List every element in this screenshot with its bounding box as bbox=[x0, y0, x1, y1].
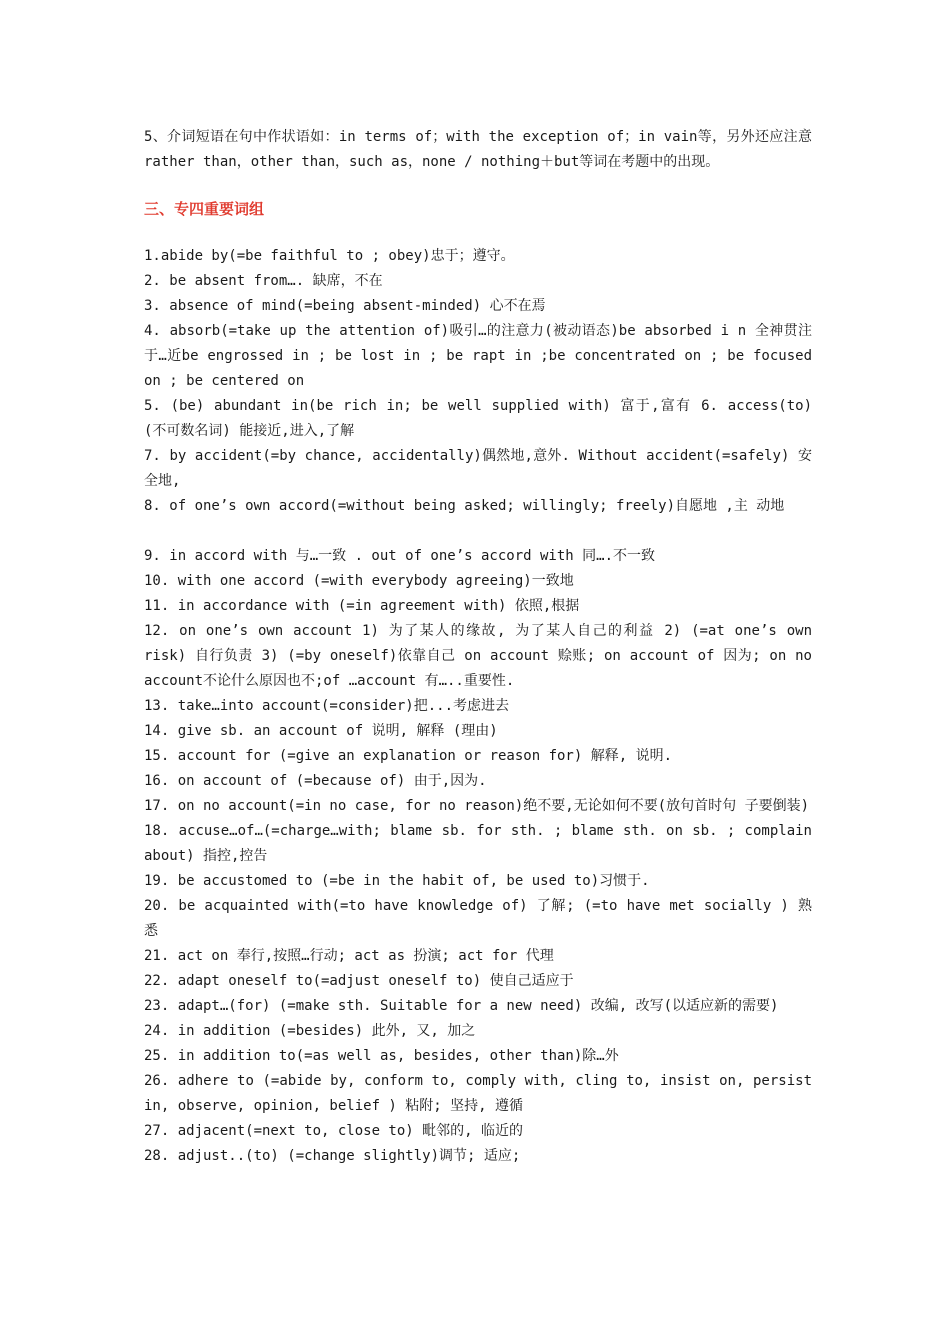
phrase-entry-9: 9. in accord with 与…一致 . out of one’s accord with 同….不一致 bbox=[144, 548, 656, 564]
phrase-entry-26: 26. adhere to (=abide by, conform to, comply with, cling to, insist on, persist in, observe, opinion, belief ) 粘附; 坚持, 遵循 bbox=[144, 1073, 821, 1114]
phrase-entry-11: 11. in accordance with (=in agreement with) 依照,根据 bbox=[144, 598, 580, 614]
phrase-entry-14: 14. give sb. an account of 说明, 解释 (理由) bbox=[144, 723, 498, 739]
phrase-entry-8: 8. of one’s own accord(=without being asked; willingly; freely)自愿地 ,主 动地 bbox=[144, 498, 785, 514]
intro-paragraph: 5、介词短语在句中作状语如：in terms of；with the exception of；in vain等，另外还应注意rather than，other than，such as，none / nothing＋but等词在考题中的出现。 bbox=[144, 129, 812, 170]
phrase-entry-1: 1.abide by(=be faithful to ; obey)忠于；遵守。 bbox=[144, 248, 515, 264]
phrase-entry-3: 3. absence of mind(=being absent-minded) 心不在焉 bbox=[144, 298, 546, 314]
phrase-entry-19: 19. be accustomed to (=be in the habit of, be used to)习惯于. bbox=[144, 873, 650, 889]
phrase-entry-28: 28. adjust..(to) (=change slightly)调节; 适应; bbox=[144, 1148, 521, 1164]
phrase-entry-18: 18. accuse…of…(=charge…with; blame sb. for sth. ; blame sth. on sb. ; complain about) 指控,控告 bbox=[144, 823, 821, 864]
phrase-entry-27: 27. adjacent(=next to, close to) 毗邻的, 临近的 bbox=[144, 1123, 524, 1139]
phrase-entry-13: 13. take…into account(=consider)把...考虑进去 bbox=[144, 698, 510, 714]
phrase-entry-4: 4. absorb(=take up the attention of)吸引…的注意力(被动语态)be absorbed i n 全神贯注于…近be engrossed in ; be lost in ; be rapt in ;be concentrated on ; be focused on ; be centered on bbox=[144, 323, 821, 389]
phrase-entry-20: 20. be acquainted with(=to have knowledge of) 了解; (=to have met socially ) 熟悉 bbox=[144, 898, 812, 939]
phrase-entry-16: 16. on account of (=because of) 由于,因为. bbox=[144, 773, 487, 789]
phrase-entry-2: 2. be absent from…. 缺席，不在 bbox=[144, 273, 383, 289]
phrase-entry-10: 10. with one accord (=with everybody agreeing)一致地 bbox=[144, 573, 574, 589]
phrase-entry-7: 7. by accident(=by chance, accidentally)偶然地,意外. Without accident(=safely) 安全地, bbox=[144, 448, 812, 489]
phrase-entry-5: 5. (be) abundant in(be rich in; be well supplied with) 富于,富有 6. access(to) (不可数名词) 能接近,进入,了解 bbox=[144, 398, 821, 439]
phrase-entry-24: 24. in addition (=besides) 此外, 又, 加之 bbox=[144, 1023, 476, 1039]
phrase-list bbox=[144, 244, 821, 1169]
phrase-entry-17: 17. on no account(=in no case, for no reason)绝不要,无论如何不要(放句首时句 子要倒装) bbox=[144, 798, 810, 814]
phrase-entry-21: 21. act on 奉行,按照…行动; act as 扮演; act for 代理 bbox=[144, 948, 554, 964]
section-heading: 三、专四重要词组 bbox=[144, 200, 265, 218]
phrase-entry-12: 12. on one’s own account 1) 为了某人的缘故, 为了某人自己的利益 2) (=at one’s own risk) 自行负责 3) (=by oneself)依靠自己 on account 赊账; on account of 因为; on no account不论什么原因也不;of …account 有…..重要性. bbox=[144, 623, 821, 689]
phrase-entry-22: 22. adapt oneself to(=adjust oneself to) 使自己适应于 bbox=[144, 973, 574, 989]
phrase-entry-23: 23. adapt…(for) (=make sth. Suitable for a new need) 改编, 改写(以适应新的需要) bbox=[144, 998, 779, 1014]
phrase-entry-15: 15. account for (=give an explanation or reason for) 解释, 说明. bbox=[144, 748, 673, 764]
phrase-entry-25: 25. in addition to(=as well as, besides, other than)除…外 bbox=[144, 1048, 619, 1064]
